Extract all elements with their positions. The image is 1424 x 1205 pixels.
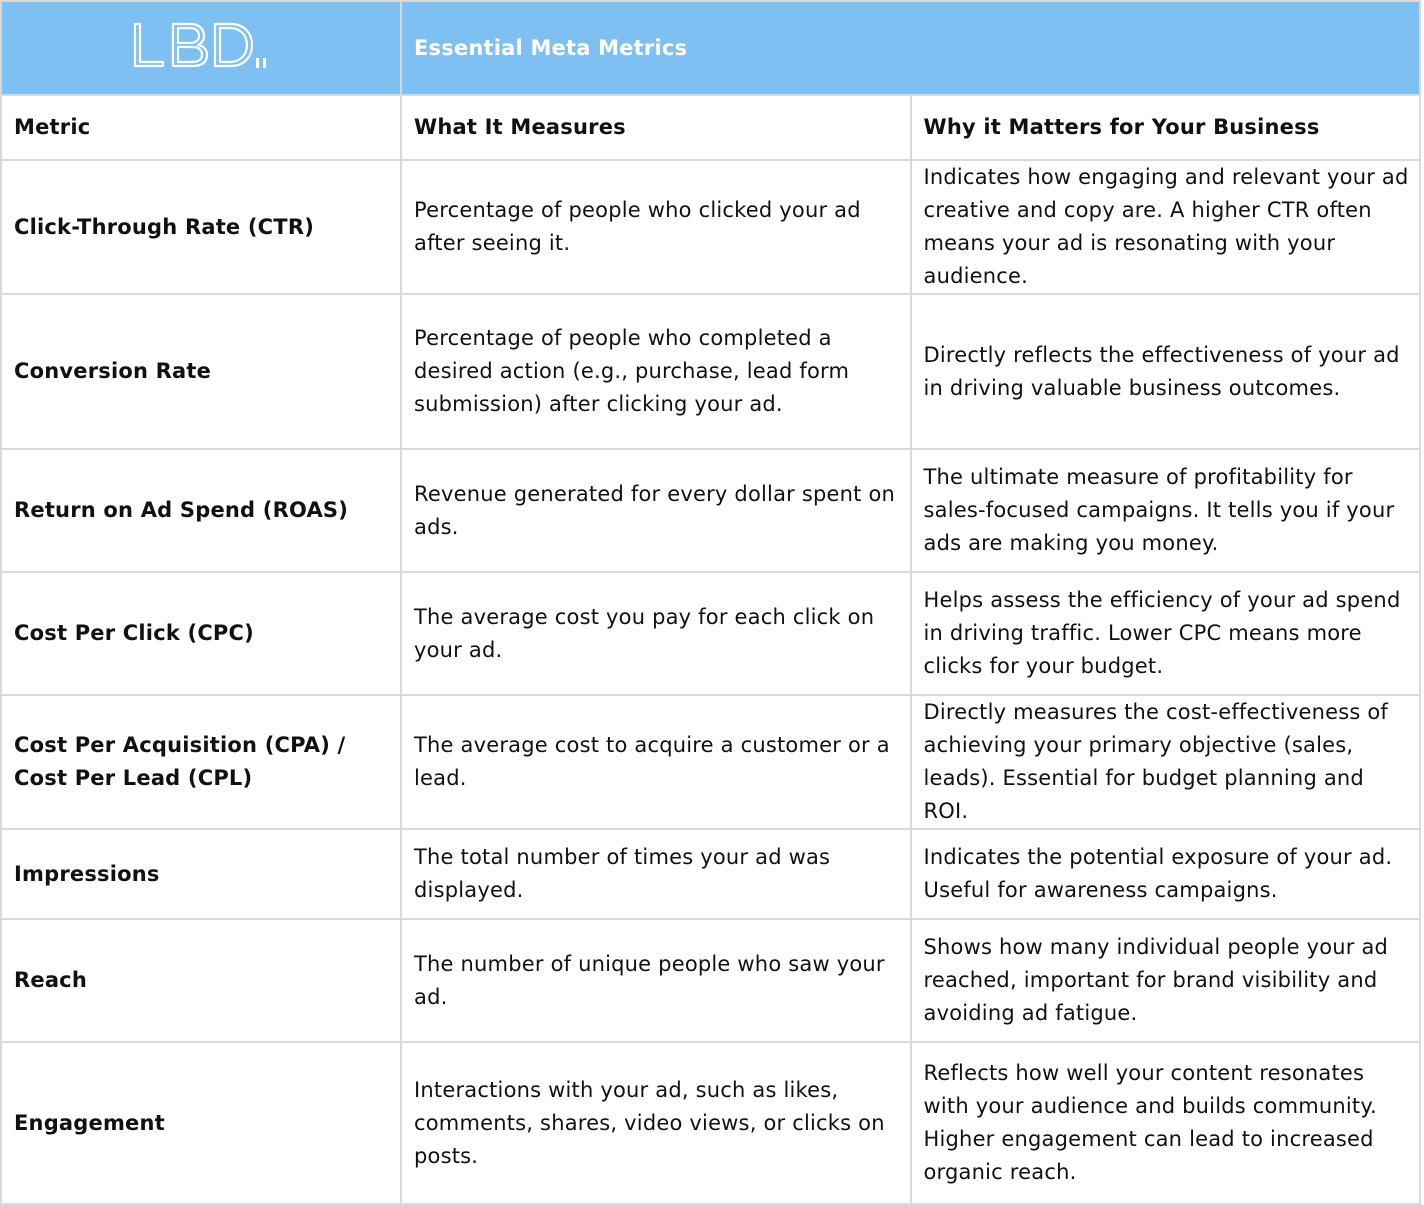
page-title: Essential Meta Metrics bbox=[401, 1, 1420, 95]
table-row bbox=[1, 294, 1420, 449]
metric-measures: Percentage of people who completed a desired action (e.g., purchase, lead form submission) after clicking your ad. bbox=[401, 294, 911, 449]
metric-why: The ultimate measure of profitability for sales-focused campaigns. It tells you if your ads are making you money. bbox=[911, 449, 1421, 572]
metric-why: Indicates how engaging and relevant your ad creative and copy are. A higher CTR often means your ad is resonating with your audience. bbox=[911, 160, 1421, 294]
metric-why: Helps assess the efficiency of your ad spend in driving traffic. Lower CPC means more clicks for your budget. bbox=[911, 572, 1421, 695]
metric-measures: The average cost to acquire a customer or a lead. bbox=[401, 695, 911, 829]
metric-name: Engagement bbox=[1, 1042, 401, 1204]
table-row bbox=[1, 919, 1420, 1042]
metric-name: Click-Through Rate (CTR) bbox=[1, 160, 401, 294]
lbd-logo bbox=[131, 20, 271, 76]
metric-measures: Revenue generated for every dollar spent on ads. bbox=[401, 449, 911, 572]
column-header-row bbox=[1, 95, 1420, 160]
table-row bbox=[1, 449, 1420, 572]
logo-cell bbox=[1, 1, 401, 95]
metric-measures: Percentage of people who clicked your ad after seeing it. bbox=[401, 160, 911, 294]
column-header-measures: What It Measures bbox=[401, 95, 911, 160]
metric-name: Return on Ad Spend (ROAS) bbox=[1, 449, 401, 572]
table-row bbox=[1, 1042, 1420, 1204]
table-row bbox=[1, 695, 1420, 829]
metric-name: Reach bbox=[1, 919, 401, 1042]
metric-why: Reflects how well your content resonates with your audience and builds community. Higher engagement can lead to increased organic reach. bbox=[911, 1042, 1421, 1204]
column-header-why: Why it Matters for Your Business bbox=[911, 95, 1421, 160]
title-row bbox=[1, 1, 1420, 95]
table-row bbox=[1, 160, 1420, 294]
metric-name: Impressions bbox=[1, 829, 401, 919]
metric-why: Shows how many individual people your ad reached, important for brand visibility and avoiding ad fatigue. bbox=[911, 919, 1421, 1042]
metric-measures: The total number of times your ad was displayed. bbox=[401, 829, 911, 919]
metric-measures: The number of unique people who saw your ad. bbox=[401, 919, 911, 1042]
metric-name: Cost Per Acquisition (CPA) / Cost Per Lead (CPL) bbox=[1, 695, 401, 829]
metric-measures: Interactions with your ad, such as likes, comments, shares, video views, or clicks on posts. bbox=[401, 1042, 911, 1204]
svg-text:LBD: LBD bbox=[131, 20, 134, 21]
metric-name: Cost Per Click (CPC) bbox=[1, 572, 401, 695]
metric-name: Conversion Rate bbox=[1, 294, 401, 449]
metric-why: Directly reflects the effectiveness of your ad in driving valuable business outcomes. bbox=[911, 294, 1421, 449]
table-row bbox=[1, 572, 1420, 695]
metric-measures: The average cost you pay for each click on your ad. bbox=[401, 572, 911, 695]
column-header-metric: Metric bbox=[1, 95, 401, 160]
table-row bbox=[1, 829, 1420, 919]
metric-why: Indicates the potential exposure of your ad. Useful for awareness campaigns. bbox=[911, 829, 1421, 919]
metric-why: Directly measures the cost-effectiveness of achieving your primary objective (sales, leads). Essential for budget planning and ROI. bbox=[911, 695, 1421, 829]
